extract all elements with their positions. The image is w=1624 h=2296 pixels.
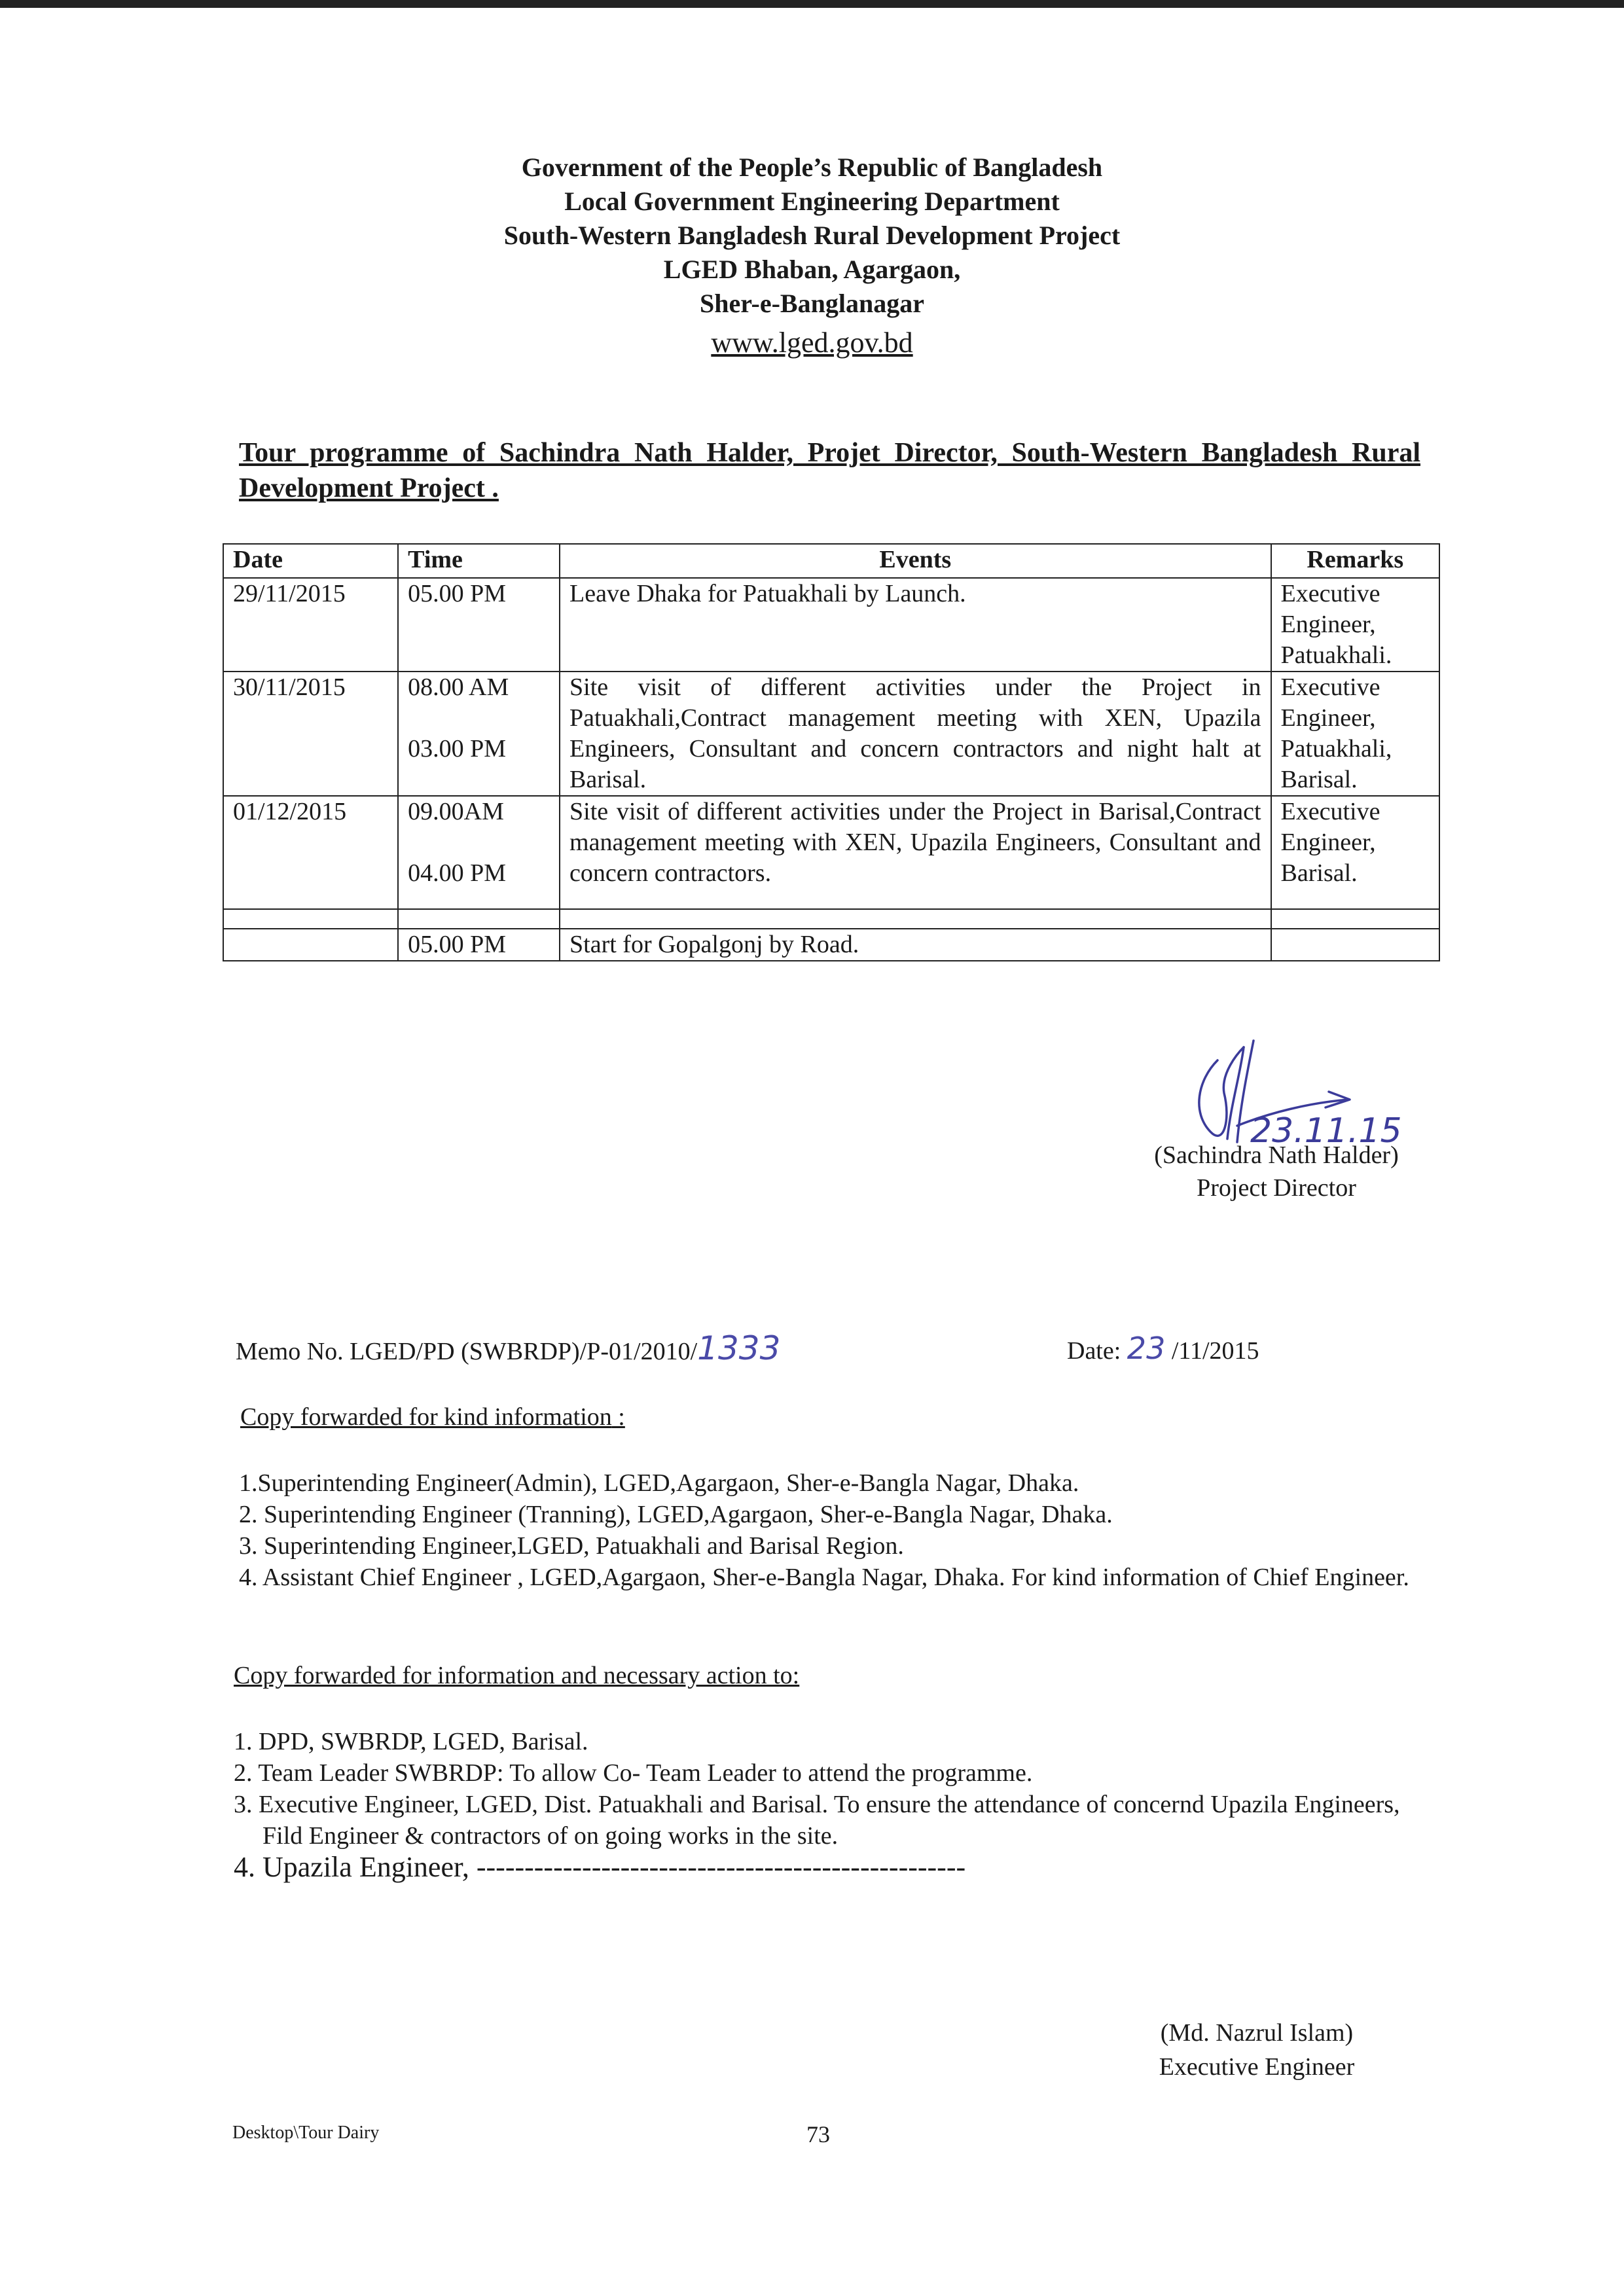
cell-time-end: 04.00 PM (408, 859, 507, 887)
cell-remarks: Executive Engineer, Patuakhali, Barisal. (1271, 672, 1439, 796)
list-item: 3. Superintending Engineer,LGED, Patuakhali and Barisal Region. (239, 1532, 904, 1560)
signatory-name: (Md. Nazrul Islam) (1160, 2019, 1354, 2047)
list-item: 3. Executive Engineer, LGED, Dist. Patuakhali and Barisal. To ensure the attendance of concernd Upazila Engineers, Fild Engineer & contractors of on going works in the site. (234, 1791, 1400, 1850)
schedule-table (223, 543, 1440, 961)
cell-time-start: 09.00AM (408, 798, 504, 825)
cell-time: 05.00 PM (398, 578, 560, 672)
copy1-heading-text: Copy forwarded for kind information (240, 1403, 612, 1431)
signature-block-project-director (1132, 1139, 1420, 1204)
cell-event: Start for Gopalgonj by Road. (560, 929, 1271, 961)
letterhead-line-2: Local Government Engineering Department (564, 187, 1060, 216)
signatory-title: Executive Engineer (1159, 2053, 1355, 2081)
letterhead-line-4: LGED Bhaban, Agargaon, (663, 255, 961, 284)
footer-file-path: Desktop\Tour Dairy (232, 2123, 380, 2143)
cell-event: Leave Dhaka for Patuakhali by Launch. (560, 578, 1271, 672)
cell-time: 05.00 PM (398, 929, 560, 961)
column-header-time: Time (398, 544, 560, 578)
letterhead (0, 151, 1624, 363)
table-gap-row (223, 909, 1439, 929)
memo-prefix: Memo No. LGED/PD (SWBRDP)/P-01/2010/ (236, 1338, 698, 1365)
copy1-list (239, 1467, 1411, 1593)
signatory-name: (Sachindra Nath Halder) (1154, 1141, 1399, 1169)
cell-date: 29/11/2015 (223, 578, 398, 672)
memo-date-rest: /11/2015 (1165, 1337, 1259, 1365)
column-header-date: Date (223, 544, 398, 578)
cell-remarks: Executive Engineer, Barisal. (1271, 796, 1439, 909)
signature-block-executive-engineer (1074, 2016, 1440, 2084)
list-item: 2. Superintending Engineer (Tranning), LGED,Agargaon, Sher-e-Bangla Nagar, Dhaka. (239, 1501, 1113, 1528)
copy-forwarded-info-heading (240, 1401, 625, 1433)
page-number: 73 (806, 2121, 830, 2147)
list-item: 4. Upazila Engineer, --------------------------------------------------- (234, 1851, 966, 1883)
list-item: 2. Team Leader SWBRDP: To allow Co- Team Leader to attend the programme. (234, 1759, 1033, 1787)
table-row (223, 796, 1439, 909)
table-row (223, 929, 1439, 961)
memo-date (1067, 1332, 1259, 1367)
cell-time-start: 08.00 AM (408, 673, 509, 701)
letterhead-line-5: Sher-e-Banglanagar (700, 289, 924, 318)
cell-event: Site visit of different activities under the Project in Barisal,Contract management meeting with XEN, Upazila Engineers, Consultant and concern contractors. (560, 796, 1271, 909)
column-header-remarks: Remarks (1271, 544, 1439, 578)
letterhead-line-1: Government of the People’s Republic of Bangladesh (521, 152, 1103, 182)
cell-date (223, 929, 398, 961)
memo-handwritten-day: 23 (1127, 1331, 1166, 1366)
letterhead-line-3: South-Western Bangladesh Rural Development Project (503, 221, 1121, 250)
cell-remarks: Executive Engineer, Patuakhali. (1271, 578, 1439, 672)
table-row (223, 672, 1439, 796)
memo-number (236, 1329, 781, 1368)
column-header-events: Events (560, 544, 1271, 578)
cell-event: Site visit of different activities under the Project in Patuakhali,Contract management meeting with XEN, Upazila Engineers, Consultant and concern contractors and night halt at Barisal. (560, 672, 1271, 796)
cell-time-end: 03.00 PM (408, 735, 507, 762)
table-row (223, 578, 1439, 672)
tour-programme-title: Tour programme of Sachindra Nath Halder, Projet Director, South-Western Bangladesh Rural Development Project . (239, 438, 1420, 503)
website-link[interactable]: www.lged.gov.bd (711, 327, 913, 359)
copy1-heading-colon: : (611, 1403, 625, 1431)
cell-time (398, 672, 560, 796)
copy2-list (234, 1726, 1405, 1883)
cell-remarks (1271, 929, 1439, 961)
memo-handwritten-number: 1333 (697, 1329, 781, 1367)
cell-date: 30/11/2015 (223, 672, 398, 796)
copy-forwarded-action-heading: Copy forwarded for information and necessary action to: (234, 1662, 800, 1689)
list-item: 1. DPD, SWBRDP, LGED, Barisal. (234, 1728, 588, 1755)
list-item: 4. Assistant Chief Engineer , LGED,Agargaon, Sher-e-Bangla Nagar, Dhaka. For kind information of Chief Engineer. (239, 1564, 1409, 1591)
handwritten-date-1: 23.11.15 (1250, 1111, 1402, 1151)
memo-date-label: Date: (1067, 1337, 1127, 1365)
table-header-row (223, 544, 1439, 578)
signatory-title: Project Director (1197, 1174, 1356, 1202)
cell-date: 01/12/2015 (223, 796, 398, 909)
cell-time (398, 796, 560, 909)
list-item: 1.Superintending Engineer(Admin), LGED,Agargaon, Sher-e-Bangla Nagar, Dhaka. (239, 1469, 1079, 1497)
